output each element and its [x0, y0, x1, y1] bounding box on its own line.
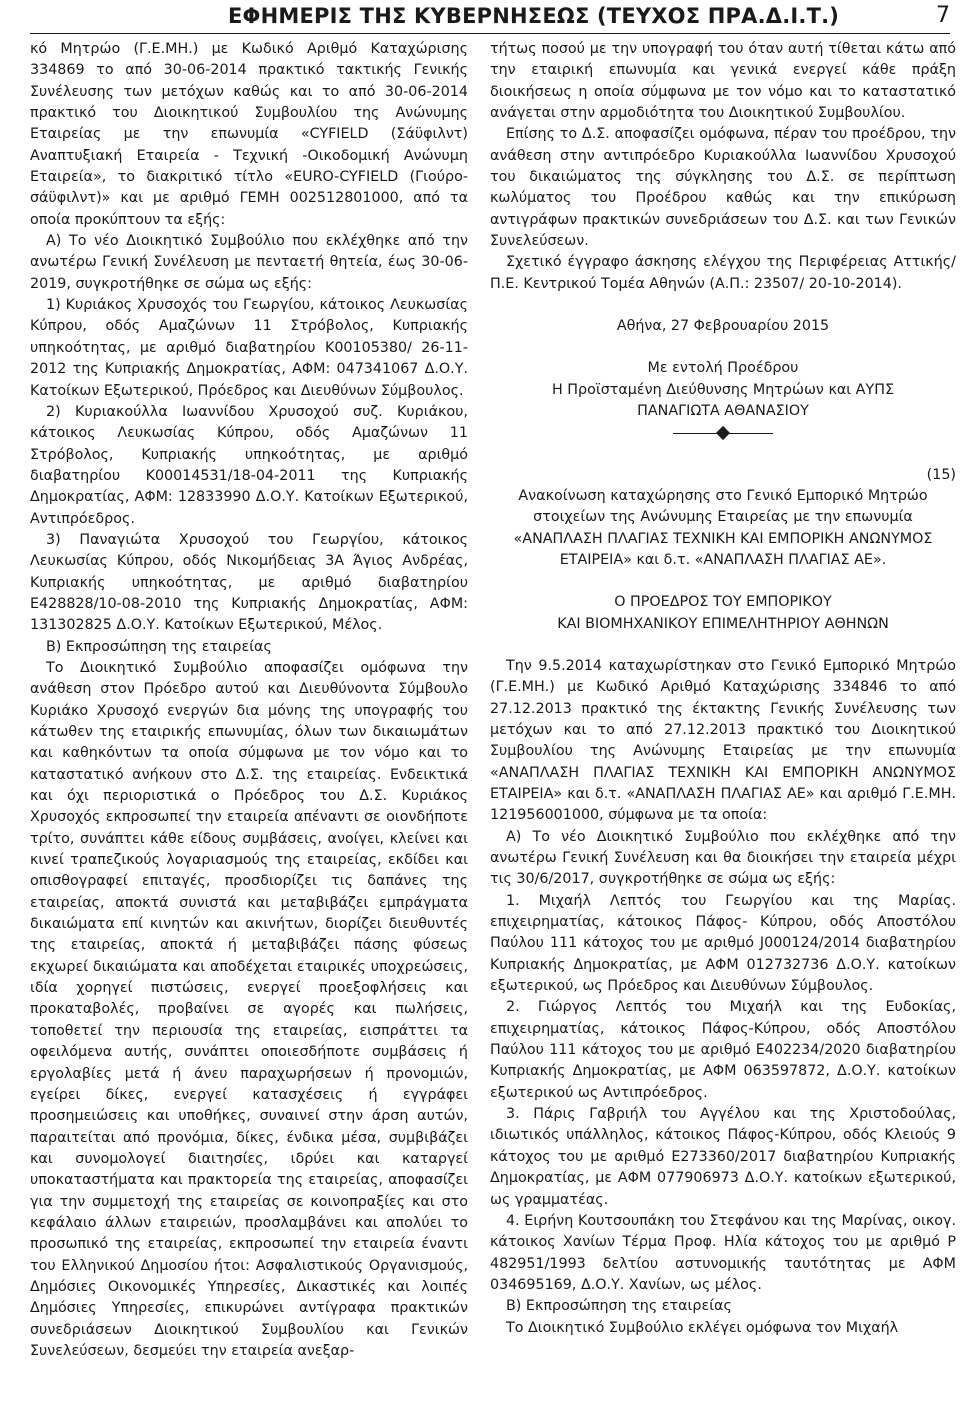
diamond-icon: [716, 425, 730, 439]
section-heading: Β) Εκπροσώπηση της εταιρείας: [46, 638, 272, 655]
spacer: [490, 444, 956, 465]
paragraph: 2) Κυριακούλλα Ιωαννίδου Χρυσοχού συζ. Κυριάκου, κάτοικος Λευκωσίας Κύπρου, οδός Αμαζώνων 11 Στρόβολος, Κυπριακής υπηκοότητας, με αριθμό διαβατηρίου K00014531/18-04-2011 της Κυπριακής Δημοκρατίας, ΑΦΜ: 12833990 Δ.Ο.Υ. Κατοίκων Εξωτερικού, Αντιπρόεδρος.: [30, 403, 468, 527]
paragraph: Σχετικό έγγραφο άσκησης ελέγχου της Περιφέρειας Αττικής/ Π.Ε. Κεντρικού Τομέα Αθηνών (Α.Π.: 23507/ 20-10-2014).: [490, 254, 956, 292]
paragraph: τήτως ποσού με την υπογραφή του όταν αυτή τίθεται κάτω από την εταιρική επωνυμία και γενικά ενεργεί κάθε πράξη διοικήσεως η οποία σύμφωνα με τον νόμο και το καταστατικό ανάγεται στην αρμοδιότητα του Διοικητικού Συμβουλίου.: [490, 41, 956, 122]
paragraph: Επίσης το Δ.Σ. αποφασίζει ομόφωνα, πέραν του προέδρου, την ανάθεση στην αντιπρόεδρο Κυριακούλλα Ιωαννίδου Χρυσοχού του δικαιώματος της σύγκλησης του Δ.Σ. σε περίπτωση κωλύματος του Προέδρου καθώς και την επικύρωση αντιγράφων πρακτικών συνεδριάσεων του Δ.Σ. και των Γενικών Συνελεύσεων.: [490, 126, 956, 250]
spacer: [490, 295, 956, 316]
paragraph: Α) Το νέο Διοικητικό Συμβούλιο που εκλέχθηκε από την ανωτέρω Γενική Συνέλευση με πενταετή θητεία, έως 30-06-2019, συγκροτήθηκε σε σώμα ως εξής:: [30, 233, 468, 292]
date-line: Αθήνα, 27 Φεβρουαρίου 2015: [616, 318, 830, 335]
paragraph: 4. Ειρήνη Κουτσουπάκη του Στεφάνου και της Μαρίνας, οικογ. κάτοικος Χανίων Τέρμα Προφ. Ηλία κάτοχος του με αριθμό P 482951/1993 δελτίου αστυνομικής ταυτότητας με ΑΦΜ 034695169, Δ.Ο.Υ. Χανίων, ως μέλος.: [490, 1212, 956, 1293]
paragraph: 3) Παναγιώτα Χρυσοχού του Γεωργίου, κάτοικος Λευκωσίας Κύπρου, οδός Νικομήδειας 3Α Άγιος Ανδρέας, Κυπριακής υπηκοότητας, με αριθμό διαβατηρίου E428828/10-08-2010 της Κυπριακής Δημοκρατίας, ΑΦΜ: 131302825 Δ.Ο.Υ. Κατοίκων Εξωτερικού, Μέλος.: [30, 531, 468, 634]
spacer: [490, 337, 956, 358]
right-column: [490, 39, 956, 1339]
paragraph: κό Μητρώο (Γ.Ε.ΜΗ.) με Κωδικό Αριθμό Καταχώρισης 334869 το από 30-06-2014 πρακτικό τακτικής Γενικής Συνέλευσης των μετόχων καθώς και το από 30-06-2014 πρακτικό του Διοικητικού Συμβουλίου της Ανώνυμης Εταιρείας με την επωνυμία «CYFIELD (Σάϋφιλντ) Αναπτυξιακή Εταιρεία - Τεχνική -Οικοδομική Ανώνυμη Εταιρεία», το διακριτικό τίτλο «EURO-CYFIELD (Γιούρο-σάϋφιλντ)» και με αριθμό ΓΕΜΗ 002512801000, από τα οποία προκύπτουν τα εξής:: [30, 41, 468, 228]
separator: [673, 423, 773, 444]
paragraph: 3. Πάρις Γαβριήλ του Αγγέλου και της Χριστοδούλας, ιδιωτικός υπάλληλος, κάτοικος Πάφος-Κύπρου, οδός Κλειούς 9 κάτοχος του με αριθμό E273360/2017 διαβατηρίου Κυπριακής Δημοκρατίας, με ΑΦΜ 077906973 Δ.Ο.Υ. κατοίκων εξωτερικού, ως γραμματέας.: [490, 1106, 956, 1208]
paragraph: Το Διοικητικό Συμβούλιο εκλέγει ομόφωνα τον Μιχαήλ: [506, 1319, 899, 1336]
left-column: [30, 39, 468, 1362]
announcement-number: (15): [926, 466, 956, 483]
paragraph: 1) Κυριάκος Χρυσοχός του Γεωργίου, κάτοικος Λευκωσίας Κύπρου, οδός Αμαζώνων 11 Στρόβολος, Κυπριακής υπηκοότητας, με αριθμό διαβατηρίου K00105380/ 26-11-2012 της Κυπριακής Δημοκρατίας, ΑΦΜ: 047341067 Δ.Ο.Υ. Κατοίκων Εξωτερικού, Πρόεδρος και Διευθύνων Σύμβουλος.: [30, 297, 468, 399]
signature-line: Με εντολή Προέδρου: [647, 360, 799, 377]
paragraph: Την 9.5.2014 καταχωρίστηκαν στο Γενικό Εμπορικό Μητρώο (Γ.Ε.ΜΗ.) με Κωδικό Αριθμό Καταχώρισης 334846 το από 27.12.2013 πρακτικό της έκτακτης Γενικής Συνέλευσης των μετόχων και το από 27.12.2013 πρακτικό του Διοικητικού Συμβουλίου της Ανώνυμης Εταιρείας με την επωνυμία «ΑΝΑΠΛΑΣΗ ΠΛΑΓΙΑΣ ΤΕΧΝΙΚΗ ΚΑΙ ΕΜΠΟΡΙΚΗ ΑΝΩΝΥΜΟΣ ΕΤΑΙΡΕΙΑ» και δ.τ. «ΑΝΑΠΛΑΣΗ ΠΛΑΓΙΑΣ ΑΕ» και αριθμό Γ.Ε.ΜΗ. 121956001000, σύμφωνα με τα οποία:: [490, 657, 956, 824]
chamber-heading: ΚΑΙ ΒΙΟΜΗΧΑΝΙΚΟΥ ΕΠΙΜΕΛΗΤΗΡΙΟΥ ΑΘΗΝΩΝ: [557, 615, 889, 632]
signatory-name: ΠΑΝΑΓΙΩΤΑ ΑΘΑΝΑΣΙΟΥ: [637, 403, 809, 420]
paragraph: Το Διοικητικό Συμβούλιο αποφασίζει ομόφωνα την ανάθεση στον Πρόεδρο αυτού και Διευθύνοντα Σύμβουλο Κυριάκο Χρυσοχό ενεργών δια μόνης της υπογραφής του κάτωθεν της εταιρικής επωνυμίας, όλων των δικαιωμάτων και καθηκόντων τα οποία σύμφωνα με τον νόμο και το καταστατικό ανήκουν στο Δ.Σ. της εταιρείας. Ενδεικτικά και όχι περιοριστικά ο Πρόεδρος του Δ.Σ. Κυριάκος Χρυσοχός εκπροσωπεί την εταιρεία απέναντι σε οιονδήποτε τρίτο, συνάπτει κάθε είδους συμβάσεις, ανοίγει, κλείνει και κινεί τραπεζικούς λογαριασμούς της εταιρείας, εκδίδει και οπισθογραφεί επιταγές, προσδιορίζει τις δαπάνες της εταιρείας, αποκτά συνιστά και μεταβιβάζει εμπράγματα δικαιώματα επί κινητών και ακινήτων, διορίζει διευθυντές της εταιρείας, αποκτά ή μεταβιβάζει πάσης φύσεως εκχωρεί δικαιώματα και αποδέχεται εταιρικές υποχρεώσεις, ιδία χορηγεί πιστώσεις, ενεργεί προεξοφλήσεις και προκαταβολές, προβαίνει σε αγορές και πωλήσεις, τοποθετεί την περιουσία της εταιρείας, εισπράττει τα οφειλόμενα αυτής, συνάπτει οποιεσδήποτε συμβάσεις ή εργολαβίες μετά ή άνευ παραχωρήσεων ή προνομιών, εγείρει δίκες, ενεργεί κατασχέσεις ή εγγράφει προσημειώσεις και υποθήκες, συναινεί στην άρση αυτών, παραιτείται από προνόμια, δίκες, ένδικα μέσα, συμβιβάζει και συνομολογεί διαιτησίες, ιδρύει και καταργεί υποκαταστήματα και πρακτορεία της εταιρείας, αποφασίζει για την συμμετοχή της εταιρείας σε κοινοπραξίες και στο κεφάλαιο άλλων εταιρειών, προσλαμβάνει και απολύει το προσωπικό της εταιρείας, εκπροσωπεί την εταιρεία έναντι του Ελληνικού Δημοσίου ήτοι: Ασφαλιστικούς Οργανισμούς, Δημόσιες Οικονομικές Υπηρεσίες, Δικαστικές και λοιπές Δημόσιες Υπηρεσίες, επικυρώνει αντίγραφα πρακτικών συνεδριάσεων Διοικητικού Συμβουλίου και Γενικών Συνελεύσεων, δεσμεύει την εταιρεία ανεξαρ-: [30, 659, 468, 1359]
page-header: [0, 0, 960, 32]
announcement-title: Ανακοίνωση καταχώρησης στο Γενικό Εμπορικό Μητρώο στοιχείων της Ανώνυμης Εταιρείας με την επωνυμία «ΑΝΑΠΛΑΣΗ ΠΛΑΓΙΑΣ ΤΕΧΝΙΚΗ ΚΑΙ ΕΜΠΟΡΙΚΗ ΑΝΩΝΥΜΟΣ ΕΤΑΙΡΕΙΑ» και δ.τ. «ΑΝΑΠΛΑΣΗ ΠΛΑΓΙΑΣ ΑΕ».: [513, 487, 933, 568]
chamber-heading: Ο ΠΡΟΕΔΡΟΣ ΤΟΥ ΕΜΠΟΡΙΚΟΥ: [614, 594, 832, 611]
spacer: [490, 635, 956, 656]
paragraph: 1. Μιχαήλ Λεπτός του Γεωργίου και της Μαρίας. επιχειρηματίας, κάτοικος Πάφος- Κύπρου, οδός Αποστόλου Παύλου 111 κάτοχος του με αριθμό J000124/2014 διαβατηρίου Κυπριακής Δημοκρατίας, με ΑΦΜ 012732736 Δ.Ο.Υ. κατοίκων εξωτερικού, ως Πρόεδρος και Διευθύνων Σύμβουλος.: [490, 892, 956, 995]
section-heading: Β) Εκπροσώπηση της εταιρείας: [506, 1298, 732, 1315]
header-divider: [30, 33, 950, 34]
spacer: [490, 571, 956, 592]
page-number: 7: [936, 3, 950, 28]
paragraph: 2. Γιώργος Λεπτός του Μιχαήλ και της Ευδοκίας, επιχειρηματίας, κάτοικος Πάφος-Κύπρου, οδός Αποστόλου Παύλου 111 κάτοχος του με αριθμό E402234/2020 διαβατηρίου Κυπριακής Δημοκρατίας, με ΑΦΜ 063597872, Δ.Ο.Υ. κατοίκων εξωτερικού ως Αντιπρόεδρος.: [490, 999, 956, 1101]
signature-line: Η Προϊσταμένη Διεύθυνσης Μητρώων και ΑΥΠΣ: [552, 381, 894, 398]
paragraph: Α) Το νέο Διοικητικό Συμβούλιο που εκλέχθηκε από την ανωτέρω Γενική Συνέλευση και θα διοικήσει την εταιρεία μέχρι τις 30/6/2017, συγκροτήθηκε σε σώμα ως εξής:: [490, 828, 956, 888]
gazette-title: ΕΦΗΜΕΡΙΣ ΤΗΣ ΚΥΒΕΡΝΗΣΕΩΣ (ΤΕΥΧΟΣ ΠΡΑ.Δ.Ι.Τ.): [228, 4, 840, 28]
